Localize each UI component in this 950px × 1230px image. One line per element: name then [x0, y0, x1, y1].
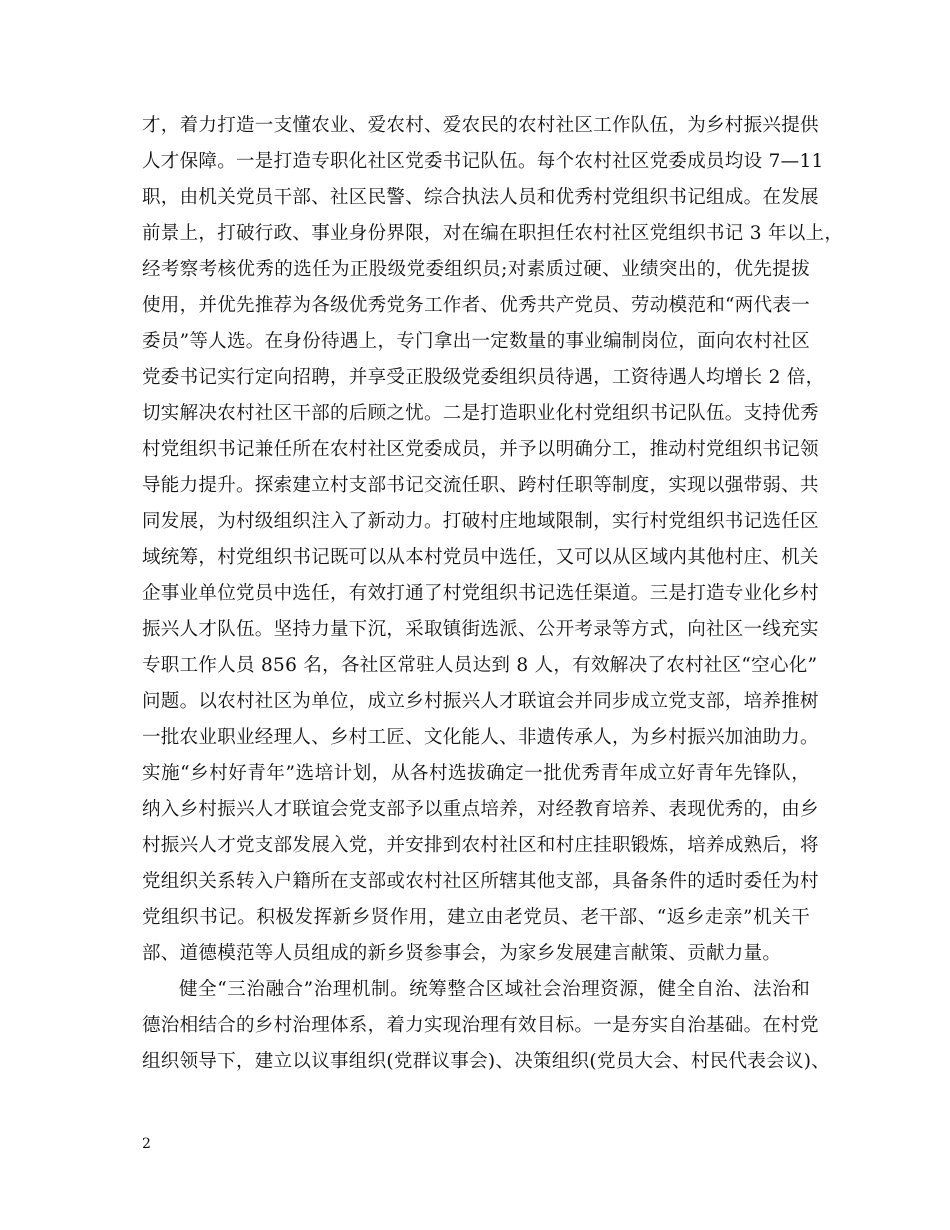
text-line: 专职工作人员 856 名，各社区常驻人员达到 8 人，有效解决了农村社区“空心化”: [142, 655, 818, 676]
text-line: 域统筹，村党组织书记既可以从本村党员中选任，又可以从区域内其他村庄、机关: [142, 547, 819, 568]
text-line: 党组织书记。积极发挥新乡贤作用，建立由老党员、老干部、“返乡走亲”机关干: [142, 907, 810, 928]
text-line: 振兴人才队伍。坚持力量下沉，采取镇街选派、公开考录等方式，向社区一线充实: [142, 619, 819, 640]
text-line: 问题。以农村社区为单位，成立乡村振兴人才联谊会并同步成立党支部，培养推树: [142, 691, 819, 712]
text-line: 一批农业职业经理人、乡村工匠、文化能人、非遗传承人，为乡村振兴加油助力。: [142, 727, 819, 748]
text-line: 实施“乡村好青年”选培计划，从各村选拔确定一批优秀青年成立好青年先锋队，: [142, 763, 810, 784]
text-line: 才，着力打造一支懂农业、爱农村、爱农民的农村社区工作队伍，为乡村振兴提供: [142, 115, 819, 136]
page-number: 2: [142, 1136, 151, 1152]
text-line: 人才保障。一是打造专职化社区党委书记队伍。每个农村社区党委成员均设 7—11: [142, 151, 824, 172]
text-line: 组织领导下，建立以议事组织(党群议事会)、决策组织(党员大会、村民代表会议)、: [142, 1051, 831, 1072]
text-line: 健全“三治融合”治理机制。统筹整合区域社会治理资源，健全自治、法治和: [179, 979, 810, 1000]
paragraph: [142, 972, 831, 1080]
text-line: 部、道德模范等人员组成的新乡贤参事会，为家乡发展建言献策、贡献力量。: [142, 943, 782, 964]
text-line: 纳入乡村振兴人才联谊会党支部予以重点培养，对经教育培养、表现优秀的，由乡: [142, 799, 819, 820]
text-line: 委员”等人选。在身份待遇上，专门拿出一定数量的事业编制岗位，面向农村社区: [142, 331, 810, 352]
text-line: 前景上，打破行政、事业身份界限，对在编在职担任农村社区党组织书记 3 年以上，: [142, 223, 844, 244]
text-line: 同发展，为村级组织注入了新动力。打破村庄地域限制，实行村党组织书记选任区: [142, 511, 819, 532]
text-line: 村党组织书记兼任所在农村社区党委成员，并予以明确分工，推动村党组织书记领: [142, 439, 819, 460]
text-line: 村振兴人才党支部发展入党，并安排到农村社区和村庄挂职锻炼，培养成熟后，将: [142, 835, 819, 856]
text-line: 德治相结合的乡村治理体系，着力实现治理有效目标。一是夯实自治基础。在村党: [142, 1015, 819, 1036]
text-line: 使用，并优先推荐为各级优秀党务工作者、优秀共产党员、劳动模范和“两代表一: [142, 295, 810, 316]
text-line: 经考察考核优秀的选任为正股级党委组织员;对素质过硬、业绩突出的，优先提拔: [142, 259, 810, 280]
text-line: 职，由机关党员干部、社区民警、综合执法人员和优秀村党组织书记组成。在发展: [142, 187, 819, 208]
document-body: [142, 108, 844, 1080]
paragraph: [142, 108, 844, 972]
text-line: 企事业单位党员中选任，有效打通了村党组织书记选任渠道。三是打造专业化乡村: [142, 583, 819, 604]
text-line: 导能力提升。探索建立村支部书记交流任职、跨村任职等制度，实现以强带弱、共: [142, 475, 819, 496]
text-line: 党委书记实行定向招聘，并享受正股级党委组织员待遇，工资待遇人均增长 2 倍，: [142, 367, 825, 388]
text-line: 党组织关系转入户籍所在支部或农村社区所辖其他支部，具备条件的适时委任为村: [142, 871, 819, 892]
text-line: 切实解决农村社区干部的后顾之忧。二是打造职业化村党组织书记队伍。支持优秀: [142, 403, 819, 424]
